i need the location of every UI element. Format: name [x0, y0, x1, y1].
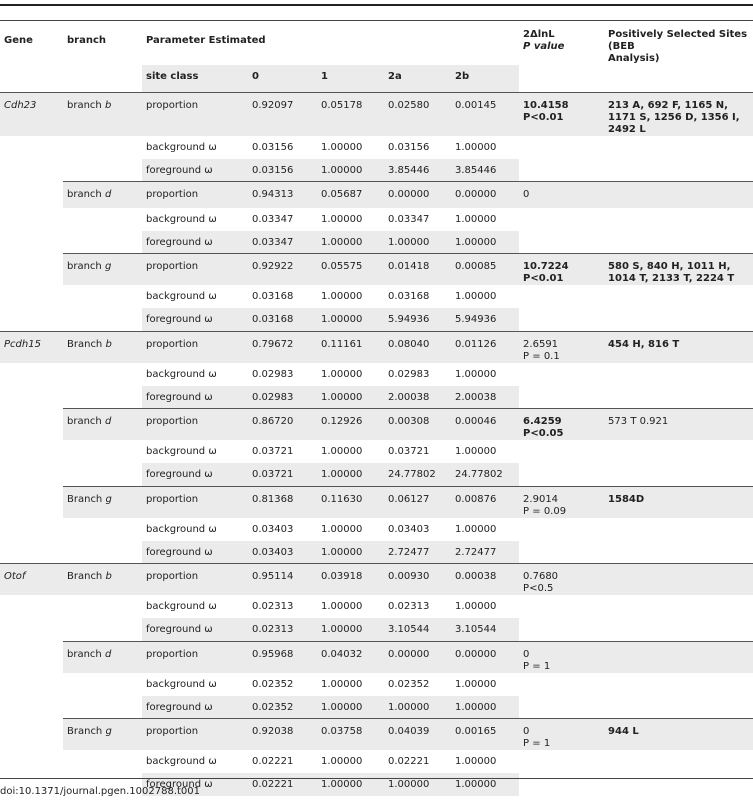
value-cell: 0.03721 — [252, 446, 294, 457]
value-cell: 1.00000 — [455, 368, 497, 380]
param-label: background ω — [146, 368, 217, 380]
value-cell: 1.00000 — [455, 678, 497, 690]
p-value: P = 0.09 — [523, 505, 567, 517]
param-label: background ω — [146, 756, 217, 767]
p-value: P = 1 — [523, 738, 551, 749]
value-cell: 3.85446 — [455, 164, 497, 176]
value-cell: 2.00038 — [455, 391, 497, 403]
table-row — [0, 386, 753, 409]
value-cell: 1.00000 — [321, 756, 363, 767]
value-cell: 2.00038 — [388, 391, 430, 403]
value-cell: 0.05575 — [317, 254, 384, 286]
branch-letter: b — [105, 571, 112, 582]
value-cell: 1.00000 — [388, 779, 430, 790]
p-value: P = 0.1 — [523, 350, 560, 362]
value-cell: 1.00000 — [455, 236, 497, 248]
branch-cell — [63, 719, 142, 751]
value-cell: 0.00038 — [451, 564, 519, 596]
value-cell: 1.00000 — [321, 779, 363, 790]
header-row — [0, 22, 753, 65]
param-label: foreground ω — [146, 624, 213, 635]
doi-caption: doi:10.1371/journal.pgen.1002788.t001 — [0, 786, 201, 797]
value-cell: 0.00308 — [384, 409, 451, 441]
table-row — [0, 182, 753, 208]
branch-cell — [63, 254, 142, 286]
lnl-value: 0 — [523, 648, 530, 660]
p-value: P<0.5 — [523, 583, 554, 594]
value-cell: 0.04032 — [317, 641, 384, 673]
value-cell: 0.03347 — [252, 213, 294, 225]
selected-sites: 580 S, 840 H, 1011 H, 1014 T, 2133 T, 2224 T — [604, 254, 753, 286]
value-cell: 0.02313 — [252, 601, 294, 612]
value-cell: 1.00000 — [455, 446, 497, 457]
p-value: P<0.01 — [523, 111, 564, 123]
param-label: foreground ω — [146, 701, 213, 713]
lnl-cell — [519, 486, 604, 518]
value-cell: 0.01418 — [384, 254, 451, 286]
param-label: proportion — [142, 564, 248, 596]
value-cell: 0.03347 — [388, 213, 430, 225]
value-cell: 1.00000 — [455, 756, 497, 767]
value-cell: 1.00000 — [321, 391, 363, 403]
param-label: background ω — [146, 213, 217, 225]
param-label: proportion — [142, 409, 248, 441]
param-label: background ω — [146, 601, 217, 612]
param-label: background ω — [146, 291, 217, 302]
value-cell: 0.02221 — [252, 756, 294, 767]
value-cell: 0.81368 — [248, 486, 317, 518]
value-cell: 1.00000 — [321, 678, 363, 690]
table-row — [0, 363, 753, 386]
branch-cell — [63, 486, 142, 518]
branch-letter: g — [104, 261, 112, 272]
table-row — [0, 696, 753, 719]
value-cell: 3.85446 — [388, 164, 430, 176]
value-cell: 1.00000 — [321, 469, 363, 480]
selected-sites: 573 T 0.921 — [604, 409, 753, 441]
value-cell: 0.03168 — [252, 314, 294, 325]
lnl-value: 10.4158 — [523, 99, 569, 111]
value-cell: 1.00000 — [321, 141, 363, 153]
value-cell: 1.00000 — [455, 141, 497, 153]
value-cell: 5.94936 — [455, 314, 497, 325]
header-param: Parameter Estimated — [146, 35, 266, 46]
value-cell: 0.79672 — [248, 331, 317, 363]
subheader-site-class: site class — [146, 71, 199, 82]
value-cell: 0.01126 — [451, 331, 519, 363]
value-cell: 0.03758 — [317, 719, 384, 751]
table-row — [0, 719, 753, 751]
branch-label: branch — [67, 261, 102, 272]
header-sites-line1: Positively Selected Sites (BEB — [608, 29, 748, 52]
value-cell: 0.02983 — [252, 391, 294, 403]
value-cell: 0.03721 — [252, 469, 294, 480]
value-cell: 1.00000 — [455, 523, 497, 535]
value-cell: 0.02983 — [252, 368, 294, 380]
value-cell: 0.06127 — [384, 486, 451, 518]
table-row — [0, 618, 753, 641]
value-cell: 5.94936 — [388, 314, 430, 325]
lnl-cell — [519, 92, 604, 136]
value-cell: 0.05178 — [317, 92, 384, 136]
branch-cell — [63, 182, 142, 208]
branch-letter: d — [104, 648, 112, 660]
table-row — [0, 486, 753, 518]
value-cell: 1.00000 — [321, 164, 363, 176]
selected-sites: 213 A, 692 F, 1165 N, 1171 S, 1256 D, 1356 I, 2492 L — [604, 92, 753, 136]
value-cell: 0.03168 — [252, 291, 294, 302]
subheader-c2a: 2a — [388, 71, 402, 82]
table-row — [0, 231, 753, 254]
gene-name: Cdh23 — [0, 92, 63, 136]
value-cell: 0.00165 — [451, 719, 519, 751]
branch-letter: b — [104, 99, 112, 111]
table-row — [0, 541, 753, 564]
table-row — [0, 285, 753, 308]
value-cell: 1.00000 — [321, 701, 363, 713]
param-label: proportion — [142, 254, 248, 286]
value-cell: 0.94313 — [248, 182, 317, 208]
value-cell: 0.03721 — [388, 446, 430, 457]
branch-letter: d — [104, 189, 112, 200]
p-value: P = 1 — [523, 660, 551, 672]
value-cell: 0.08040 — [384, 331, 451, 363]
value-cell: 0.04039 — [384, 719, 451, 751]
param-label: foreground ω — [146, 314, 213, 325]
lnl-value: 0.7680 — [523, 571, 559, 582]
table-row — [0, 440, 753, 463]
value-cell: 0.03918 — [317, 564, 384, 596]
table-row — [0, 92, 753, 136]
value-cell: 0.00000 — [451, 641, 519, 673]
selected-sites — [604, 564, 753, 596]
value-cell: 1.00000 — [321, 523, 363, 535]
value-cell: 1.00000 — [455, 601, 497, 612]
param-label: background ω — [146, 678, 217, 690]
value-cell: 0.00000 — [451, 182, 519, 208]
value-cell: 1.00000 — [388, 236, 430, 248]
lnl-cell — [519, 641, 604, 673]
value-cell: 0.03403 — [252, 523, 294, 535]
header-lnl-line1: 2ΔlnL — [523, 29, 555, 40]
value-cell: 0.00046 — [451, 409, 519, 441]
value-cell: 1.00000 — [321, 624, 363, 635]
value-cell: 1.00000 — [455, 701, 497, 713]
lnl-cell — [519, 719, 604, 751]
value-cell: 0.92038 — [248, 719, 317, 751]
p-value: P<0.05 — [523, 428, 564, 439]
branch-label: branch — [67, 416, 102, 427]
value-cell: 1.00000 — [321, 213, 363, 225]
value-cell: 0.02580 — [384, 92, 451, 136]
selected-sites — [604, 641, 753, 673]
value-cell: 3.10544 — [455, 624, 497, 635]
param-label: proportion — [142, 719, 248, 751]
value-cell: 0.03347 — [252, 236, 294, 248]
value-cell: 0.00085 — [451, 254, 519, 286]
selected-sites: 1584D — [604, 486, 753, 518]
table-row — [0, 673, 753, 696]
value-cell: 0.95114 — [248, 564, 317, 596]
branch-label: Branch — [67, 338, 103, 350]
value-cell: 0.02352 — [252, 701, 294, 713]
subheader-c2b: 2b — [455, 71, 470, 82]
lnl-value: 0 — [523, 189, 530, 200]
value-cell: 1.00000 — [321, 291, 363, 302]
value-cell: 0.02352 — [252, 678, 294, 690]
param-label: foreground ω — [146, 469, 213, 480]
header-gene: Gene — [4, 35, 33, 46]
header-sites — [604, 22, 753, 65]
param-label: proportion — [142, 486, 248, 518]
lnl-cell — [519, 182, 604, 208]
branch-cell — [63, 331, 142, 363]
header-branch: branch — [67, 35, 107, 46]
value-cell: 0.95968 — [248, 641, 317, 673]
value-cell: 0.00930 — [384, 564, 451, 596]
value-cell: 0.12926 — [317, 409, 384, 441]
param-label: background ω — [146, 523, 217, 535]
lnl-cell — [519, 331, 604, 363]
branch-cell — [63, 564, 142, 596]
lnl-value: 10.7224 — [523, 261, 569, 272]
branch-letter: d — [104, 416, 112, 427]
branch-label: branch — [67, 648, 102, 660]
value-cell: 1.00000 — [321, 546, 363, 558]
param-label: proportion — [142, 182, 248, 208]
value-cell: 0.03168 — [388, 291, 430, 302]
param-label: foreground ω — [146, 236, 213, 248]
param-label: foreground ω — [146, 779, 213, 790]
value-cell: 1.00000 — [455, 779, 497, 790]
value-cell: 0.92922 — [248, 254, 317, 286]
subheader-c1: 1 — [321, 71, 328, 82]
param-label: proportion — [142, 641, 248, 673]
value-cell: 2.72477 — [388, 546, 430, 558]
branch-cell — [63, 409, 142, 441]
branch-label: Branch — [67, 493, 103, 505]
value-cell: 0.02221 — [252, 779, 294, 790]
value-cell: 0.03403 — [388, 523, 430, 535]
value-cell: 0.02352 — [388, 678, 430, 690]
param-label: foreground ω — [146, 164, 213, 176]
value-cell: 24.77802 — [455, 469, 503, 480]
header-rule — [0, 20, 753, 21]
lnl-value: 2.6591 — [523, 338, 559, 350]
table-row — [0, 641, 753, 673]
table-body — [0, 92, 753, 796]
value-cell: 1.00000 — [321, 314, 363, 325]
table-row — [0, 564, 753, 596]
bottom-rule — [0, 778, 753, 779]
selected-sites: 944 L — [604, 719, 753, 751]
value-cell: 0.03156 — [388, 141, 430, 153]
branch-letter: b — [105, 338, 112, 350]
header-lnl-line2: P value — [523, 41, 565, 52]
value-cell: 0.02983 — [388, 368, 430, 380]
lnl-value: 6.4259 — [523, 416, 562, 427]
header-sites-line2: Analysis) — [608, 53, 660, 64]
selected-sites — [604, 182, 753, 208]
param-label: proportion — [142, 331, 248, 363]
branch-cell — [63, 641, 142, 673]
value-cell: 0.00000 — [384, 641, 451, 673]
table-row — [0, 254, 753, 286]
value-cell: 2.72477 — [455, 546, 497, 558]
value-cell: 0.92097 — [248, 92, 317, 136]
param-label: foreground ω — [146, 546, 213, 558]
value-cell: 0.00876 — [451, 486, 519, 518]
value-cell: 1.00000 — [321, 446, 363, 457]
branch-letter: g — [105, 726, 112, 737]
lnl-cell — [519, 254, 604, 286]
value-cell: 1.00000 — [321, 368, 363, 380]
table-row — [0, 136, 753, 159]
value-cell: 0.00000 — [384, 182, 451, 208]
table-row — [0, 518, 753, 541]
value-cell: 0.02313 — [388, 601, 430, 612]
value-cell: 0.02221 — [388, 756, 430, 767]
selected-sites: 454 H, 816 T — [604, 331, 753, 363]
table-row — [0, 159, 753, 182]
header-lnl — [519, 22, 604, 65]
table-row — [0, 463, 753, 486]
table-row — [0, 331, 753, 363]
param-label: background ω — [146, 141, 217, 153]
subheader-c0: 0 — [252, 71, 259, 82]
value-cell: 1.00000 — [455, 213, 497, 225]
value-cell: 1.00000 — [321, 601, 363, 612]
lnl-cell — [519, 409, 604, 441]
table-row — [0, 750, 753, 773]
lnl-value: 0 — [523, 726, 530, 737]
top-rule — [0, 4, 753, 6]
p-value: P<0.01 — [523, 273, 564, 284]
value-cell: 0.03156 — [252, 164, 294, 176]
value-cell: 0.03156 — [252, 141, 294, 153]
value-cell: 24.77802 — [388, 469, 436, 480]
branch-cell — [63, 92, 142, 136]
lnl-cell — [519, 564, 604, 596]
table-row — [0, 208, 753, 231]
table-row — [0, 409, 753, 441]
table-row — [0, 308, 753, 331]
branch-label: Branch — [67, 571, 103, 582]
value-cell: 0.05687 — [317, 182, 384, 208]
table-row — [0, 595, 753, 618]
value-cell: 1.00000 — [388, 701, 430, 713]
lnl-value: 2.9014 — [523, 493, 559, 505]
branch-label: branch — [67, 99, 102, 111]
subheader-row — [0, 65, 753, 92]
branch-letter: g — [105, 493, 112, 505]
value-cell: 3.10544 — [388, 624, 430, 635]
value-cell: 0.86720 — [248, 409, 317, 441]
gene-name: Pcdh15 — [0, 331, 63, 363]
param-label: foreground ω — [146, 391, 213, 403]
value-cell: 0.02313 — [252, 624, 294, 635]
param-label: background ω — [146, 446, 217, 457]
selection-table — [0, 22, 753, 796]
gene-name: Otof — [0, 564, 63, 596]
param-label: proportion — [142, 92, 248, 136]
value-cell: 1.00000 — [321, 236, 363, 248]
value-cell: 0.11630 — [317, 486, 384, 518]
branch-label: branch — [67, 189, 102, 200]
value-cell: 0.00145 — [451, 92, 519, 136]
value-cell: 0.03403 — [252, 546, 294, 558]
value-cell: 1.00000 — [455, 291, 497, 302]
branch-label: Branch — [67, 726, 103, 737]
value-cell: 0.11161 — [317, 331, 384, 363]
